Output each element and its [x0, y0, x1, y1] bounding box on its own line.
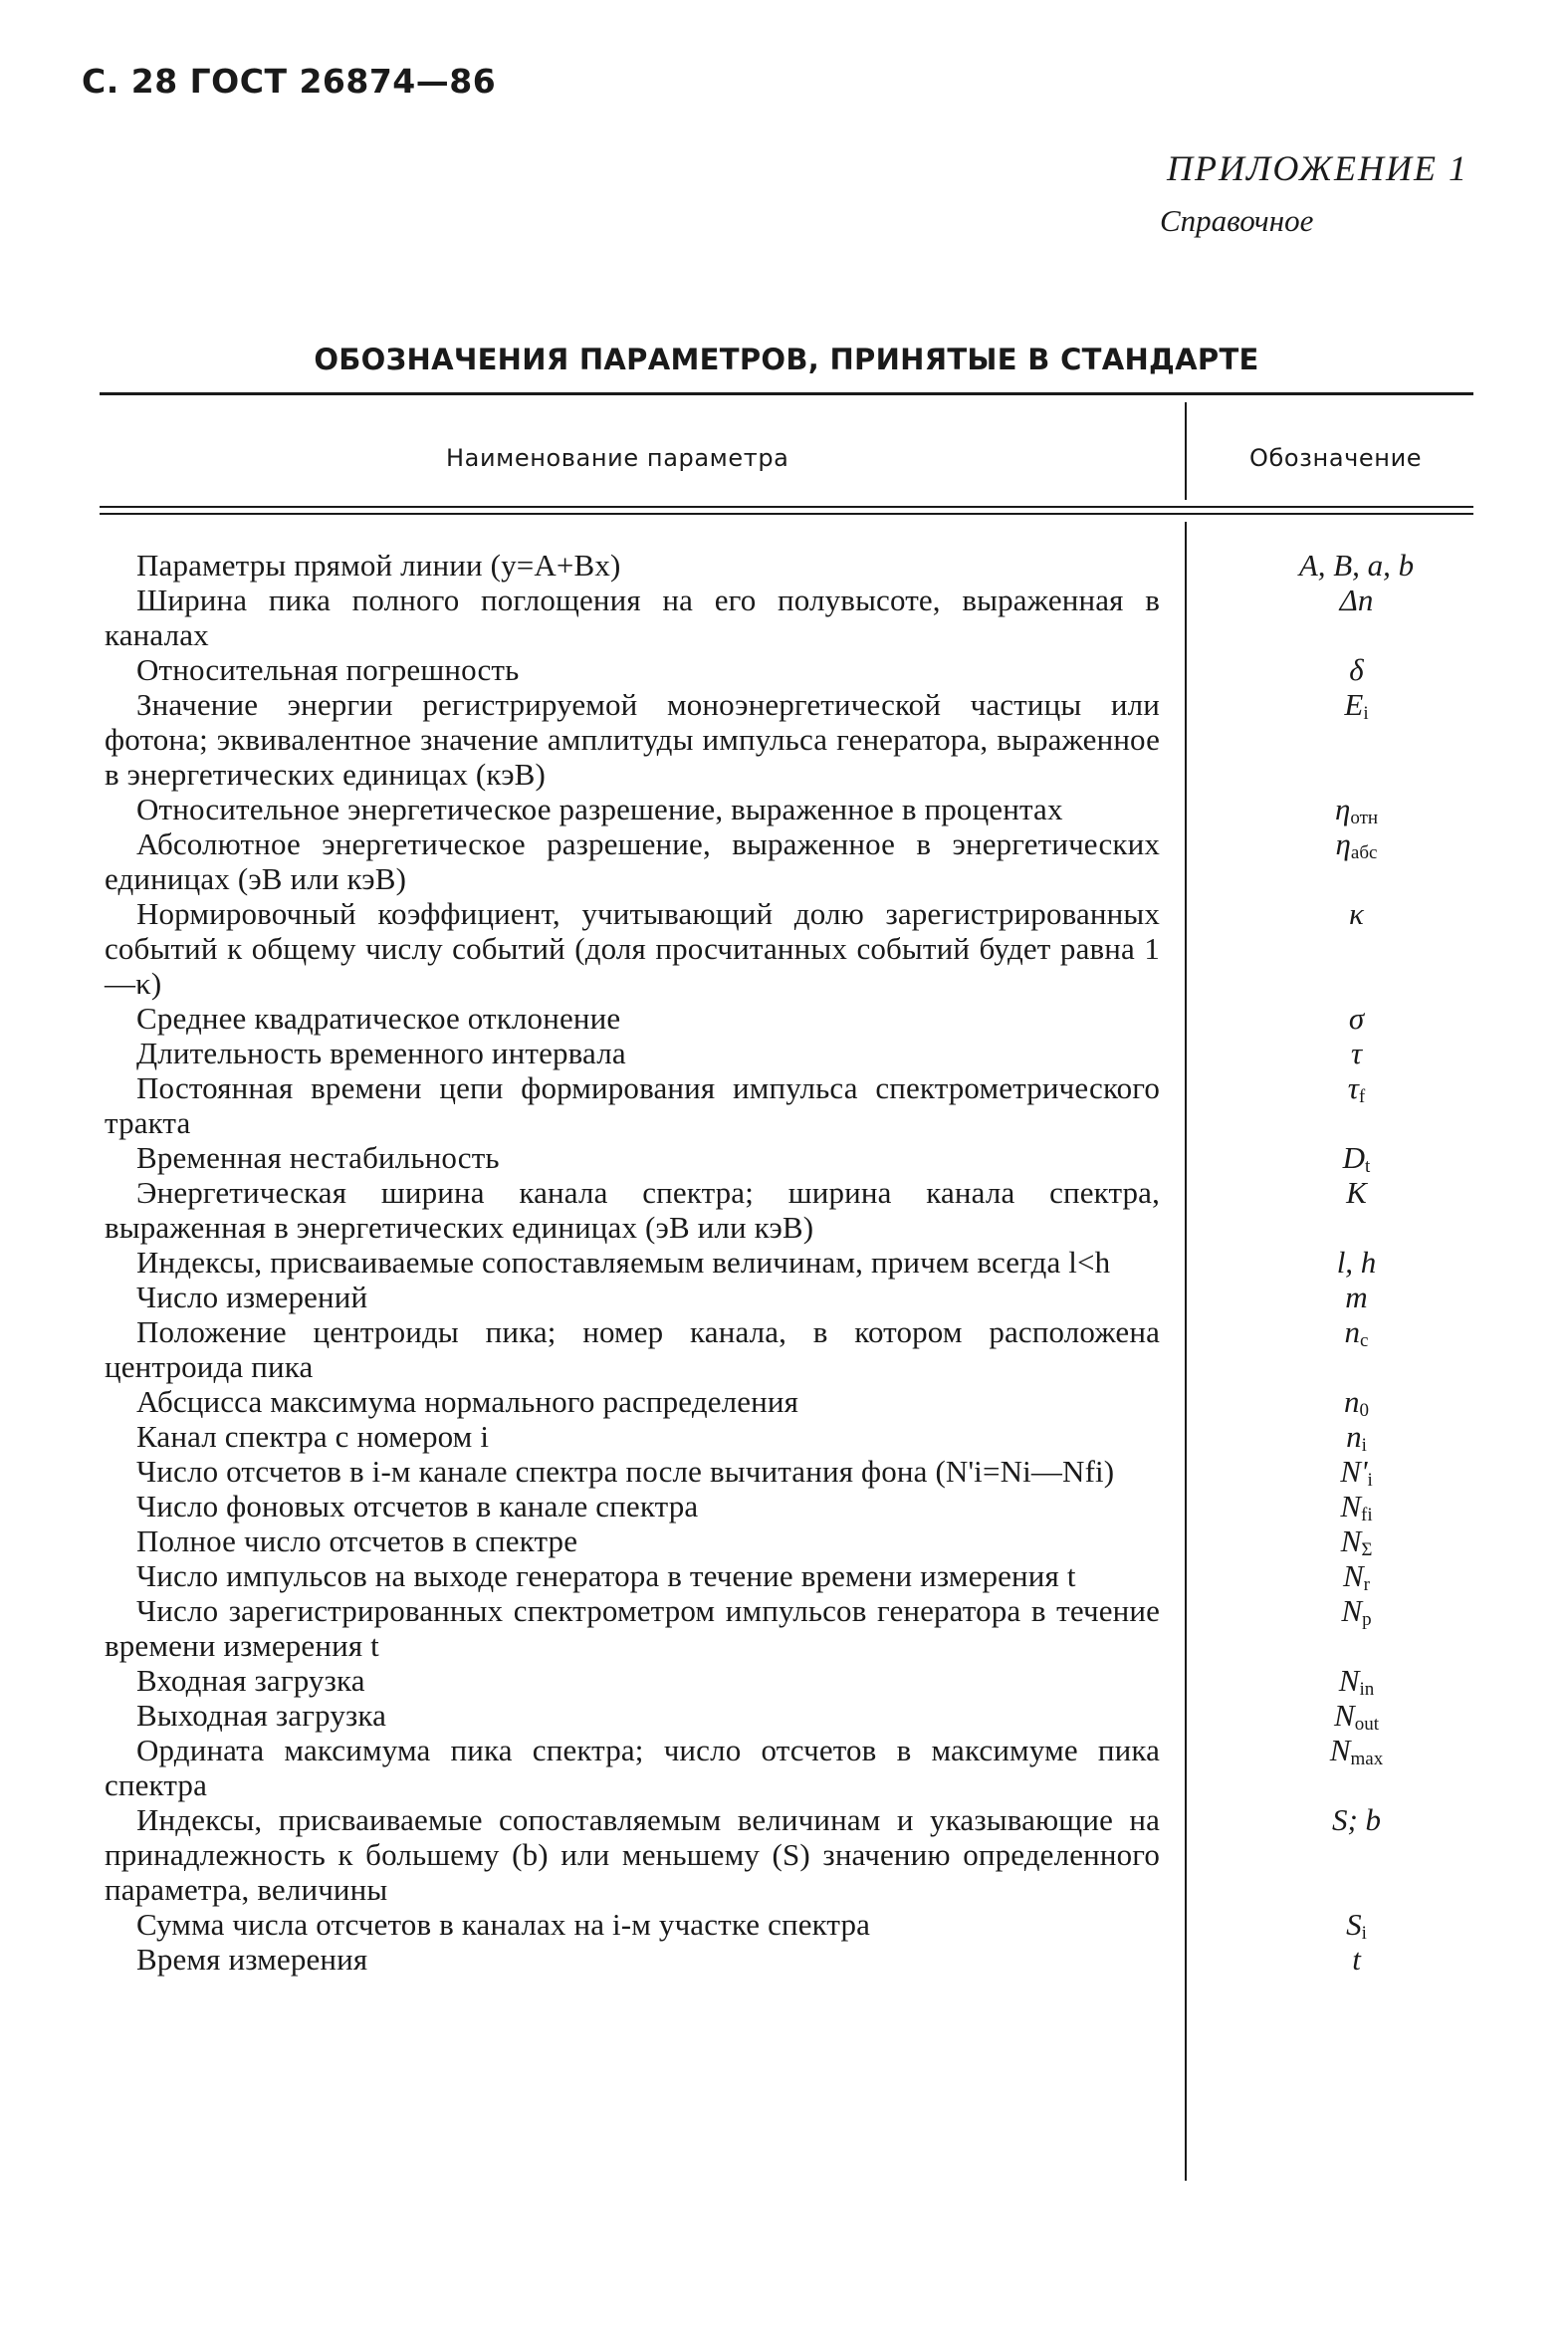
table-row [105, 1314, 1473, 1384]
table-row [105, 1942, 1473, 1977]
parameter-symbol: t [1352, 1942, 1361, 1977]
table-row [105, 1558, 1473, 1593]
parameter-name: Относительное энергетическое разрешение, выраженное в процентах [136, 792, 1063, 826]
appendix-title: ПРИЛОЖЕНИЕ 1 [1167, 148, 1468, 188]
parameter-name: Число измерений [136, 1280, 368, 1314]
table-row [105, 792, 1473, 826]
table-row [105, 1454, 1473, 1489]
parameter-name: Индексы, присваиваемые сопоставляемым величинам, причем всегда l<h [136, 1245, 1111, 1280]
table-row [105, 583, 1473, 652]
parameter-symbol: δ [1349, 652, 1364, 687]
parameter-symbol: m [1345, 1280, 1368, 1314]
parameter-symbol: $S_i$ [1346, 1907, 1367, 1944]
parameter-name: Индексы, присваиваемые сопоставляемым величинам и указывающие на принадлежность к большему (b) или меньшему (S) значению определенного параметра, величины [105, 1802, 1160, 1907]
parameter-symbol: $E_i$ [1344, 687, 1369, 724]
parameter-symbol: K [1346, 1175, 1367, 1210]
table-row [105, 1140, 1473, 1175]
table-row [105, 896, 1473, 1001]
parameter-name: Абсцисса максимума нормального распределения [136, 1384, 799, 1419]
parameter-name: Положение центроиды пика; номер канала, в котором расположена центроида пика [105, 1314, 1160, 1384]
parameter-symbol: $N_{out}$ [1334, 1698, 1379, 1735]
column-header-symbol: Обозначение [1249, 444, 1423, 472]
parameter-symbol: $\tau_f$ [1347, 1070, 1366, 1107]
parameter-name: Абсолютное энергетическое разрешение, выраженное в энергетических единицах (эВ или кэВ) [105, 826, 1160, 896]
table-row [105, 1280, 1473, 1314]
table-body [105, 548, 1473, 1977]
table-top-rule [100, 392, 1473, 395]
parameter-symbol: κ [1349, 896, 1364, 931]
parameter-name: Постоянная времени цепи формирования импульса спектрометрического тракта [105, 1070, 1160, 1140]
table-row [105, 1663, 1473, 1698]
appendix-subtitle: Справочное [1160, 203, 1314, 238]
table-row [105, 1175, 1473, 1245]
parameter-symbol: τ [1350, 1036, 1363, 1070]
parameter-name: Нормировочный коэффициент, учитывающий долю зарегистрированных событий к общему числу событий (доля просчитанных событий будет равна 1—κ) [105, 896, 1160, 1001]
parameter-name: Число отсчетов в i-м канале спектра после вычитания фона (N'i=Ni—Nfi) [136, 1454, 1115, 1489]
parameter-symbol: A, B, a, b [1298, 548, 1415, 583]
parameter-name: Среднее квадратическое отклонение [136, 1001, 621, 1036]
parameter-name: Энергетическая ширина канала спектра; ширина канала спектра, выраженная в энергетических единицах (эВ или кэВ) [105, 1175, 1160, 1245]
column-header-name: Наименование параметра [446, 444, 789, 472]
parameter-symbol: σ [1348, 1001, 1365, 1036]
parameter-name: Полное число отсчетов в спектре [136, 1523, 578, 1558]
parameter-symbol: $N_{in}$ [1338, 1663, 1375, 1700]
parameter-symbol: $D_t$ [1342, 1140, 1371, 1177]
table-row [105, 1907, 1473, 1942]
parameter-name: Сумма числа отсчетов в каналах на i-м участке спектра [136, 1907, 871, 1942]
parameter-symbol: $N_{max}$ [1329, 1733, 1384, 1769]
table-row [105, 1698, 1473, 1733]
header-bottom-rule-1 [100, 506, 1473, 508]
parameter-symbol: $n_i$ [1346, 1419, 1367, 1456]
parameter-name: Канал спектра с номером i [136, 1419, 490, 1454]
table-row [105, 1070, 1473, 1140]
parameter-name: Временная нестабильность [136, 1140, 500, 1175]
parameter-name: Входная загрузка [136, 1663, 365, 1698]
header-column-divider [1185, 402, 1187, 500]
table-row [105, 1733, 1473, 1802]
parameter-symbol: Δn [1339, 583, 1374, 617]
parameter-symbol: $N_r$ [1342, 1558, 1370, 1595]
table-row [105, 1245, 1473, 1280]
header-bottom-rule-2 [100, 513, 1473, 515]
parameter-name: Длительность временного интервала [136, 1036, 626, 1070]
parameter-name: Выходная загрузка [136, 1698, 387, 1733]
table-row [105, 1001, 1473, 1036]
table-row [105, 1593, 1473, 1663]
parameter-symbol: $N_{fi}$ [1340, 1489, 1373, 1525]
table-row [105, 652, 1473, 687]
parameter-symbol: $N'_i$ [1340, 1454, 1373, 1491]
table-row [105, 548, 1473, 583]
table-title: ОБОЗНАЧЕНИЯ ПАРАМЕТРОВ, ПРИНЯТЫЕ В СТАНДАРТЕ [314, 343, 1259, 376]
parameter-symbol: l, h [1336, 1245, 1377, 1280]
table-row [105, 1489, 1473, 1523]
parameter-symbol: $n_0$ [1344, 1384, 1369, 1421]
parameter-symbol: $N_\Sigma$ [1340, 1523, 1373, 1560]
table-row [105, 1384, 1473, 1419]
parameter-name: Относительная погрешность [136, 652, 520, 687]
table-row [105, 1036, 1473, 1070]
parameter-name: Значение энергии регистрируемой моноэнергетической частицы или фотона; эквивалентное значение амплитуды импульса генератора, выраженное в энергетических единицах (кэВ) [105, 687, 1160, 792]
parameter-name: Число фоновых отсчетов в канале спектра [136, 1489, 699, 1523]
parameter-name: Число импульсов на выходе генератора в течение времени измерения t [136, 1558, 1076, 1593]
parameter-symbol: $N_p$ [1341, 1593, 1372, 1630]
parameter-name: Ширина пика полного поглощения на его полувысоте, выраженная в каналах [105, 583, 1160, 652]
parameter-symbol: $\eta_{отн}$ [1334, 792, 1379, 828]
parameter-name: Параметры прямой линии (y=A+Bx) [136, 548, 621, 583]
parameter-name: Ордината максимума пика спектра; число отсчетов в максимуме пика спектра [105, 1733, 1160, 1802]
parameter-name: Число зарегистрированных спектрометром импульсов генератора в течение времени измерения t [105, 1593, 1160, 1663]
page-header: С. 28 ГОСТ 26874—86 [82, 62, 497, 101]
table-row [105, 1523, 1473, 1558]
table-row [105, 1802, 1473, 1907]
parameter-name: Время измерения [136, 1942, 368, 1977]
parameter-symbol: S; b [1331, 1802, 1382, 1837]
parameter-symbol: $\eta_{абс}$ [1335, 826, 1378, 863]
table-row [105, 687, 1473, 792]
table-row [105, 826, 1473, 896]
parameter-symbol: $n_c$ [1344, 1314, 1369, 1351]
table-row [105, 1419, 1473, 1454]
